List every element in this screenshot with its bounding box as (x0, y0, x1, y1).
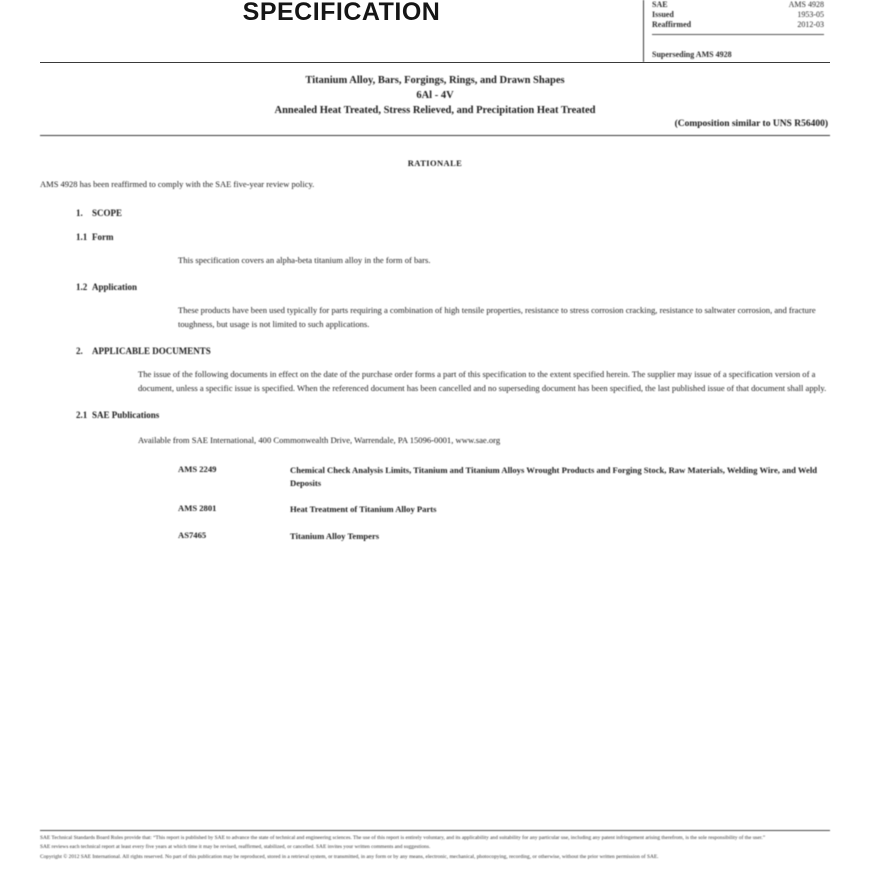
section-title: APPLICABLE DOCUMENTS (92, 346, 211, 357)
section-title: SCOPE (92, 208, 123, 219)
header-divider (652, 34, 824, 35)
title-line-3: Annealed Heat Treated, Stress Relieved, and Precipitation Heat Treated (274, 105, 596, 117)
publication-description: Heat Treatment of Titanium Alloy Parts (290, 504, 437, 515)
header-meta-label: Issued (652, 10, 674, 19)
section-number: 2.1 (76, 410, 88, 421)
section-heading-scope (40, 208, 830, 218)
header-meta-row (652, 20, 830, 30)
rationale-heading: RATIONALE (407, 157, 463, 168)
publication-description: Titanium Alloy Tempers (290, 530, 380, 541)
publication-id: AMS 2801 (178, 503, 217, 514)
publication-id: AS7465 (178, 529, 207, 540)
section-paragraph: The issue of the following documents in effect on the date of the purchase order forms a part of this specification to the extent specified herein. The supplier may issue of a specification version of a document, unless a specific issue is specified. When the referenced document has been cancelled and no superseding document has been specified, the last published issue of that document shall apply. (138, 369, 827, 394)
header-meta-block (643, 0, 830, 62)
rationale-text: AMS 4928 has been reaffirmed to comply with the SAE five-year review policy. (40, 178, 315, 189)
header-superseding-label: Superseding AMS 4928 (652, 50, 732, 59)
title-line-2: 6Al - 4V (416, 90, 454, 102)
section-heading-applicable-documents (40, 346, 830, 356)
title-line-1: Titanium Alloy, Bars, Forgings, Rings, and Drawn Shapes (305, 75, 565, 86)
header-meta-label: SAE (652, 0, 668, 9)
header-meta-row (652, 10, 830, 20)
list-item (40, 530, 830, 543)
header-meta-row (652, 0, 830, 10)
publication-list (40, 464, 830, 543)
section-title: SAE Publications (92, 410, 160, 421)
section-title: Form (92, 232, 114, 243)
document-footer (40, 830, 830, 864)
footer-line-2: SAE reviews each technical report at least every five years at which time it may be revised, reaffirmed, stabilized, or cancelled. SAE invites your written comments and suggestions. (40, 844, 431, 851)
publication-description: Chemical Check Analysis Limits, Titanium and Titanium Alloys Wrought Products and Forging Stock, Raw Materials, Welding Wire, and Weld Deposits (290, 464, 818, 489)
section-number: 2. (76, 346, 83, 357)
list-item (40, 464, 830, 491)
section-number: 1.2 (76, 282, 88, 293)
document-type-label: SPECIFICATION (242, 0, 441, 26)
sae-publications-address: Available from SAE International, 400 Commonwealth Drive, Warrendale, PA 15096-0001, www.sae.org (138, 435, 501, 446)
section-heading-application (40, 282, 830, 292)
section-number: 1. (76, 208, 83, 219)
title-composition-note: (Composition similar to UNS R56400) (674, 118, 828, 129)
publication-id: AMS 2249 (178, 463, 217, 474)
section-paragraph: This specification covers an alpha-beta titanium alloy in the form of bars. (178, 255, 431, 266)
section-heading-form (40, 232, 830, 242)
document-title-block (40, 73, 830, 136)
header-meta-value: 1953-05 (797, 10, 824, 19)
header-meta-value: 2012-03 (797, 20, 824, 29)
footer-line-3: Copyright © 2012 SAE International. All rights reserved. No part of this publication may be reproduced, stored in a retrieval system, or transmitted, in any form or by any means, electronic, mechanical, photocopying, recording, or otherwise, without the prior written permission of SAE. (40, 854, 659, 861)
document-body (40, 208, 830, 543)
header-meta-label: Reaffirmed (652, 20, 692, 29)
footer-line-1: SAE Technical Standards Board Rules provide that: “This report is published by SAE to advance the state of technical and engineering sciences. The use of this report is entirely voluntary, and its applicability and suitability for any particular use, including any patent infringement arising therefrom, is the sole responsibility of the user.” (40, 834, 766, 841)
section-paragraph: These products have been used typically for parts requiring a combination of high tensile properties, resistance to stress corrosion cracking, resistance to saltwater corrosion, and fracture toughness, but usage is not limited to such applications. (178, 305, 816, 330)
section-title: Application (92, 282, 138, 293)
header-meta-value: AMS 4928 (788, 0, 824, 9)
list-item (40, 503, 830, 516)
document-header (40, 0, 830, 63)
section-heading-sae-publications (40, 410, 830, 420)
section-number: 1.1 (76, 232, 88, 243)
header-title-area (40, 0, 643, 25)
